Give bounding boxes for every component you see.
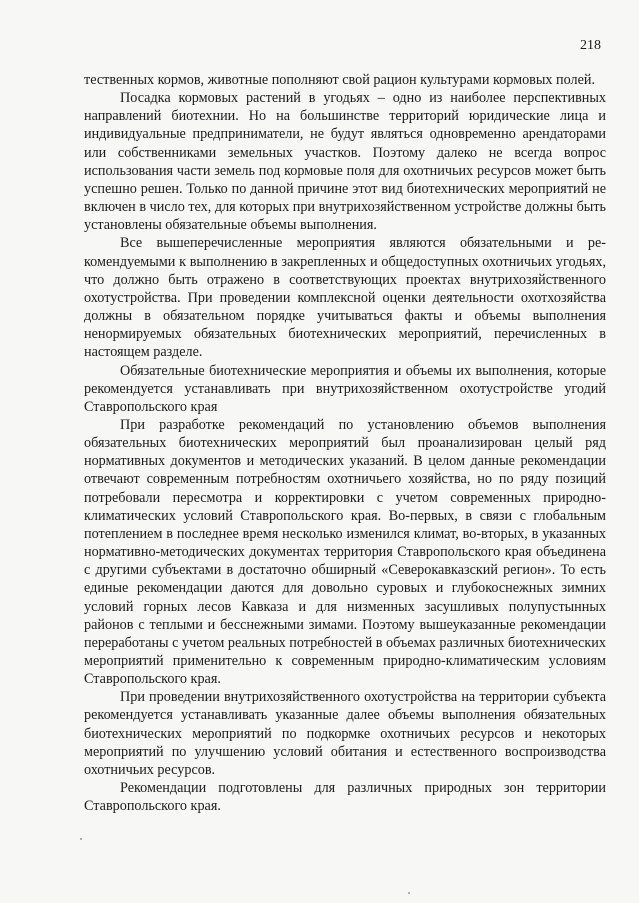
scan-speck bbox=[80, 838, 82, 840]
paragraph-feed-plants: Посадка кормовых растений в угодьях – одно из наиболее перспективных направлений биотехнии. Но на большинстве территорий юридические лица и индивидуальные предприниматели, не будут являться одновременно арендаторами или собственниками земельных участков. Поэтому далеко не всегда вопрос использования части земель под кормовые поля для охотничьих ресурсов может быть успешно решен. Только по данной причине этот вид биотехнических мероприятий не включен в число тех, для которых при внутрихозяйственном устройстве должны быть установлены обязательные объемы выполнения. bbox=[84, 90, 606, 234]
page-number: 218 bbox=[580, 38, 601, 53]
page-content bbox=[84, 71, 606, 815]
scan-speck bbox=[408, 892, 410, 894]
paragraph-volumes: При проведении внутрихозяйственного охотустройства на территории субъекта рекомендуется устанавливать указанные далее объемы выполнения обязательных биотехнических мероприятий по подкормке охотничьих ресурсов и некоторых мероприятий по улучшению условий обитания и естественного воспроизводства охотничьих ресурсов. bbox=[84, 689, 606, 778]
section-heading: Обязательные биотехнические мероприятия и объемы их выполнения, которые рекомендуется устанавливать при внутрихозяйственном охотустройстве угодий Ставропольского края bbox=[84, 362, 606, 415]
paragraph-natural-zones: Рекомендации подготовлены для различных природных зон территории Ставропольского края. bbox=[84, 780, 606, 815]
paragraph-continuation: тественных кормов, животные пополняют свой рацион культурами кормовых полей. bbox=[84, 72, 596, 88]
paragraph-mandatory-measures: Все вышеперечисленные мероприятия являются обязательными и рекомендуемыми к выполнению в закрепленных и общедоступных охотничьих угодьях, что должно быть отражено в соответствующих проектах внутрихозяйственного охотустройства. При проведении комплексной оценки деятельности охотхозяйства должны в обязательном порядке учитываться факты и объемы выполнения ненормируемых обязательных биотехнических мероприятий, перечисленных в настоящем разделе. bbox=[84, 235, 606, 361]
paragraph-recommendations-analysis: При разработке рекомендаций по установлению объемов выполнения обязательных биотехнических мероприятий был проанализирован целый ряд нормативных документов и методических указаний. В целом данные рекомендации отвечают современным потребностям охотничьего хозяйства, но по ряду позиций потребовали пересмотра и корректировки с учетом современных природно-климатических условий Ставропольского края. Во-первых, в связи с глобальным потеплением в последнее время несколько изменился климат, во-вторых, в указанных нормативно-методических документах территория Ставропольского края объединена с другими субъектами в достаточно обширный «Северокавказский регион». То есть единые рекомендации даются для довольно суровых и глубокоснежных зимних условий горных лесов Кавказа и для низменных засушливых полупустынных районов с теплыми и бесснежными зимами. Поэтому вышеуказанные рекомендации переработаны с учетом реальных потребностей в объемах различных биотехнических мероприятий применительно к современным природно-климатическим условиям Ставропольского края. bbox=[84, 416, 606, 688]
